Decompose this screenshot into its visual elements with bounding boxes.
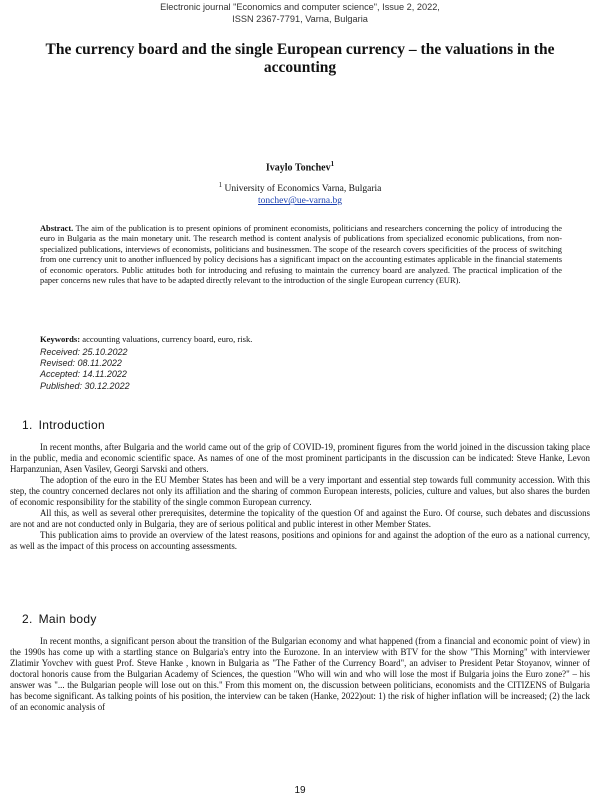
published-date: Published: 30.12.2022 (40, 380, 130, 391)
keywords (40, 334, 562, 344)
abstract (40, 224, 562, 286)
affiliation-line (0, 179, 600, 195)
journal-header (0, 2, 600, 25)
author-name: Ivaylo Tonchev (265, 162, 331, 174)
paper-title: The currency board and the single European currency – the valuations in the accounting (45, 41, 555, 76)
paragraph: In recent months, after Bulgaria and the world came out of the grip of COVID-19, prominent figures from the world joined in the discussion taking place in the public, media and economic scientific space. As names of one of the most prominent participants in the discussion can be indicated: Steve Hanke, Levon Harpanzunian, Asen Vasilev, Georgi Sarvski and others. (10, 442, 590, 474)
paragraph: In recent months, a significant person about the transition of the Bulgarian economy and what happened (from a financial and economic point of view) in the 1990s has come up with a startling stance on Bulgaria's entry into the Eurozone. In an interview with BTV for the show "This Morning" with interviewer Zlatimir Yovchev with guest Prof. Steve Hanke , known in Bulgaria as "The Father of the Currency Board", an adviser to President Petar Stoyanov, winner of doctoral honoris cause from the Bulgarian Academy of Sciences, the question "Who will win and who will lose the most if Bulgaria joins the Euro zone?" – his answer was "... the Bulgarian people will lose out on this." From this moment on, the discussion between politicians, economists and the CITIZENS of Bulgaria has become significant. As talking points of his position, the interview can be taken (Hanke, 2022)out: 1) the risk of higher inflation will be increased; (2) the lack of an economic analysis of (10, 636, 590, 712)
journal-header-line-2: ISSN 2367-7791, Varna, Bulgaria (232, 13, 368, 24)
section-2-number: 2. (22, 612, 33, 626)
received-date: Received: 25.10.2022 (40, 347, 128, 357)
journal-header-line-1: Electronic journal "Economics and computer science", Issue 2, 2022, (160, 2, 440, 12)
affiliation-text: University of Economics Varna, Bulgaria (224, 184, 382, 195)
section-2-heading (22, 612, 97, 626)
section-1-body (10, 442, 590, 552)
section-2-title: Main body (38, 612, 97, 626)
accepted-date: Accepted: 14.11.2022 (40, 369, 127, 380)
section-1-title: Introduction (38, 418, 105, 432)
affiliation-superscript: 1 (218, 181, 223, 189)
paragraph: This publication aims to provide an overview of the latest reasons, positions and opinions for and against the adoption of the euro as a national currency, as well as the impact of this process on accounting assessments. (10, 529, 590, 551)
author-superscript: 1 (330, 160, 335, 168)
paragraph: All this, as well as several other prerequisites, determine the topicality of the question Of and against the Euro. Of course, such debates and discussions are not and are not conducted only in Bulgaria, they are of serious political and public interest in other Member States. (10, 507, 590, 529)
article-dates (40, 347, 130, 392)
author-block (0, 160, 600, 173)
section-1-number: 1. (22, 418, 33, 432)
keywords-label: Keywords: (40, 334, 81, 344)
section-1-heading (22, 418, 105, 432)
page-number: 19 (294, 785, 306, 796)
abstract-label: Abstract. (40, 224, 74, 233)
author-email-link[interactable]: tonchev@ue-varna.bg (258, 196, 342, 207)
paragraph: The adoption of the euro in the EU Member States has been and will be a very important and essential step towards full community accession. With this step, the country concerned declares not only its affiliation and the sharing of common European interests, policies, culture and values, but also shares the burden of economic responsibility for the stability of the single common European currency. (10, 474, 590, 507)
keywords-text: accounting valuations, currency board, euro, risk. (82, 334, 253, 344)
abstract-text: The aim of the publication is to present opinions of prominent economists, politicians and researchers concerning the policy of introducing the euro in Bulgaria as the main monetary unit. The research method is content analysis of publications from specialized economic publications, from non-specialized publications, interviews of economists, politicians and businessmen. The scope of the research covers specificities of the process of switching from one currency unit to another influenced by policy decisions has a significant impact on the accounting estimates applicable in the financial statements of economic operators. Public attitudes both for introducing and refusing to maintain the currency board are analyzed. The practical implication of the paper concerns new rules that have to be adapted directly relevant to the introduction of the single European currency (EUR). (40, 224, 562, 286)
revised-date: Revised: 08.11.2022 (40, 358, 122, 369)
affiliation-block (0, 179, 600, 207)
section-2-body (10, 636, 590, 713)
